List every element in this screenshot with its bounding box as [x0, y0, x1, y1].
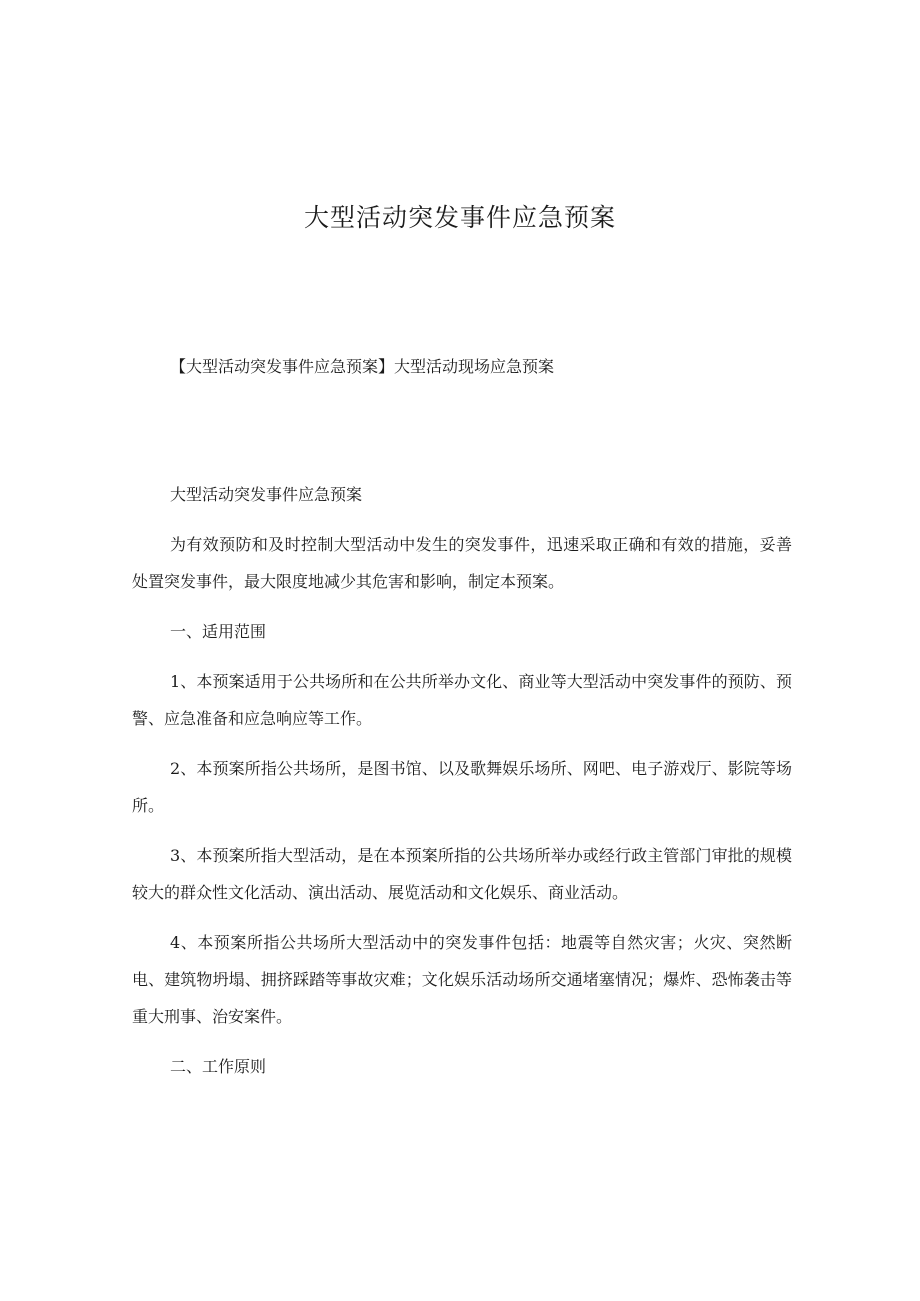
scope-item-2: 2、本预案所指公共场所，是图书馆、以及歌舞娱乐场所、网吧、电子游戏厅、影院等场所。	[132, 759, 792, 815]
scope-item-1: 1、本预案适用于公共场所和在公共所举办文化、商业等大型活动中突发事件的预防、预警、应急准备和应急响应等工作。	[132, 672, 792, 728]
document-title: 大型活动突发事件应急预案	[303, 203, 616, 232]
scope-item-4: 4、本预案所指公共场所大型活动中的突发事件包括：地震等自然灾害；火灾、突然断电、建筑物坍塌、拥挤踩踏等事故灾难；文化娱乐活动场所交通堵塞情况；爆炸、恐怖袭击等重大刑事、治安案件。	[132, 933, 792, 1026]
section-heading-principles: 二、工作原则	[170, 1057, 267, 1076]
scope-item-3: 3、本预案所指大型活动，是在本预案所指的公共场所举办或经行政主管部门审批的规模较大的群众性文化活动、演出活动、展览活动和文化娱乐、商业活动。	[132, 846, 792, 902]
body-heading: 大型活动突发事件应急预案	[170, 485, 363, 504]
document-body	[132, 476, 792, 1098]
intro-paragraph: 为有效预防和及时控制大型活动中发生的突发事件，迅速采取正确和有效的措施，妥善处置突发事件，最大限度地减少其危害和影响，制定本预案。	[132, 535, 792, 591]
section-heading-scope: 一、适用范围	[170, 622, 267, 641]
document-subtitle: 【大型活动突发事件应急预案】大型活动现场应急预案	[170, 357, 555, 376]
